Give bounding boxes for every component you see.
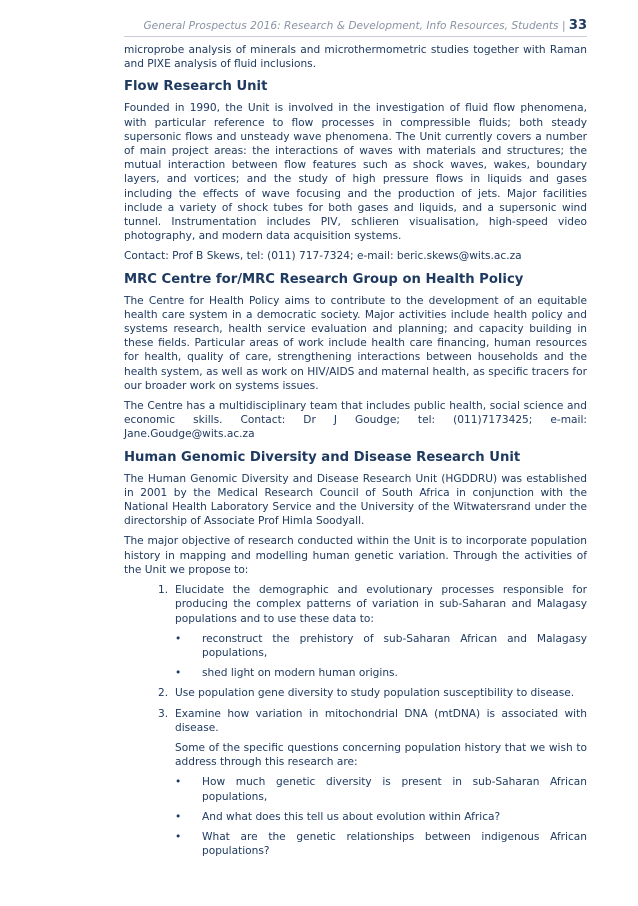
document-page [124,18,587,864]
objectives-list [124,583,587,858]
page-header [124,18,587,37]
item-note: Some of the specific questions concerning population history that we wish to address through this research are: [175,741,587,769]
hgd-heading: Human Genomic Diversity and Disease Research Unit [124,449,521,465]
item-text: Examine how variation in mitochondrial DNA (mtDNA) is associated with disease. [175,707,587,734]
bullet-text: • How much genetic diversity is present in sub-Saharan African populations, [202,776,587,803]
flow-research-section [124,79,587,263]
bullet-text: • reconstruct the prehistory of sub-Saharan African and Malagasy populations, [202,632,587,659]
item-text: Elucidate the demographic and evolutionary processes responsible for producing the complex patterns of variation in sub-Saharan and Malagasy populations and to use these data to: [175,584,587,625]
flow-heading: Flow Research Unit [124,79,268,95]
bullet-list [175,632,587,681]
bullet-item [175,775,587,803]
hgd-body-2: The major objective of research conducted within the Unit is to incorporate population history in mapping and modelling human genetic variation. Through the activities of the Unit we propose to: [124,535,587,576]
mrc-contact: The Centre has a multidisciplinary team that includes public health, social science and economic skills. Contact: Dr J Goudge; tel: (011)7173425; e-mail: Jane.Goudge@wits.ac.za [124,400,587,441]
bullet-text: • shed light on modern human origins. [202,667,398,680]
list-item [124,707,587,859]
item-number: 2. [158,687,169,700]
bullet-text: • And what does this tell us about evolution within Africa? [202,810,501,823]
mrc-body: The Centre for Health Policy aims to contribute to the development of an equitable health care system in a democratic society. Major activities include health policy and systems research, health service evaluation and planning; and capacity building in these fields. Particular areas of work include health care financing, human resources for health, quality of care, strengthening interactions between households and the health system, as well as work on HIV/AIDS and maternal health, as specific tracers for our broader work on systems issues. [124,294,587,392]
bullet-list [175,775,587,858]
header-title: General Prospectus 2016: Research & Development, Info Resources, Students | [143,20,566,32]
item-number: 1. [158,584,169,597]
item-number: 3. [158,707,169,720]
mrc-heading: MRC Centre for/MRC Research Group on Health Policy [124,271,524,287]
bullet-item [175,632,587,660]
hgd-body-1: The Human Genomic Diversity and Disease Research Unit (HGDDRU) was established in 2001 by the Medical Research Council of South Africa in conjunction with the National Health Laboratory Service and the University of the Witwatersrand under the directorship of Associate Prof Himla Soodyall. [124,472,587,528]
flow-contact: Contact: Prof B Skews, tel: (011) 717-7324; e-mail: beric.skews@wits.ac.za [124,250,522,263]
list-item [124,583,587,680]
bullet-item [175,666,587,680]
bullet-item [175,830,587,858]
bullet-item [175,810,587,824]
hgd-section [124,450,587,859]
flow-body: Founded in 1990, the Unit is involved in the investigation of fluid flow phenomena, with particular reference to flow processes in compressible fluids; both steady supersonic flows and unsteady wave phenomena. The Unit currently covers a number of main project areas: the interactions of waves with materials and structures; the mutual interaction between flow features such as shock waves, wakes, boundary layers, and vortices; and the study of high pressure flows in liquids and gases including the effects of wave focusing and the production of jets. Major facilities include a variety of shock tubes for both gases and liquids, and a supersonic wind tunnel. Instrumentation includes PIV, schlieren visualisation, high-speed video photography, and modern data acquisition systems. [124,102,587,243]
intro-paragraph: microprobe analysis of minerals and microthermometric studies together with Raman and PIXE analysis of fluid inclusions. [124,44,587,71]
mrc-section [124,272,587,442]
list-item [124,686,587,700]
item-text: Use population gene diversity to study population susceptibility to disease. [175,687,575,700]
bullet-text: • What are the genetic relationships between indigenous African populations? [202,830,587,858]
page-number: 33 [568,18,587,33]
